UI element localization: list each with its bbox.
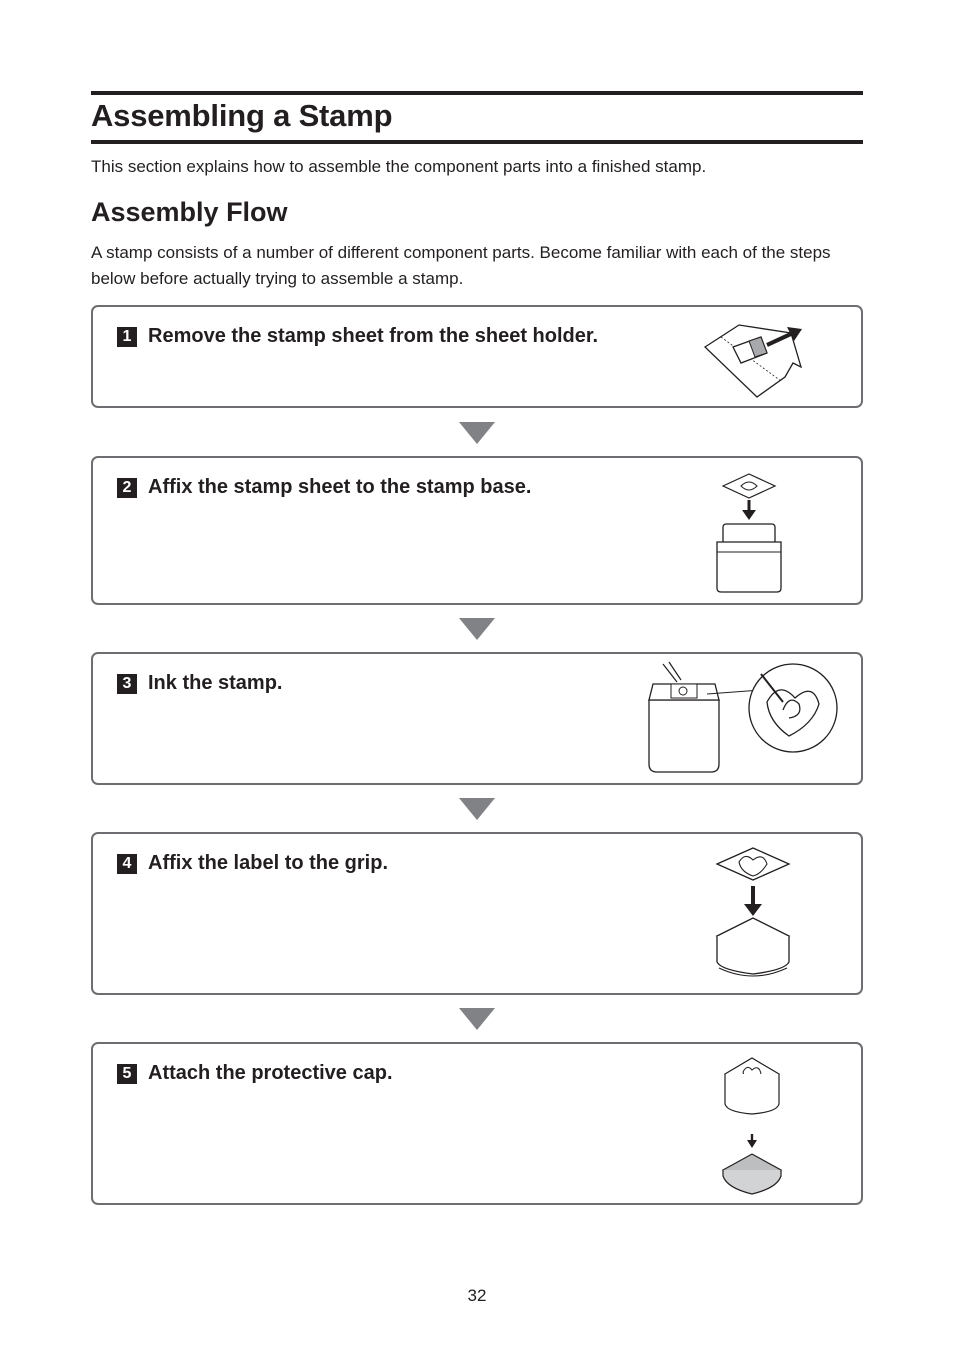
- flow-arrow: [459, 618, 495, 640]
- step-box-3: [91, 652, 863, 785]
- sheet-holder-icon: [701, 319, 811, 399]
- step-number-badge: 5: [117, 1064, 137, 1084]
- step-heading: [117, 672, 282, 695]
- step-instruction: Attach the protective cap.: [148, 1062, 393, 1084]
- step-instruction: Affix the label to the grip.: [148, 852, 389, 874]
- protective-cap-icon: [717, 1052, 787, 1200]
- title-rule-top: [91, 91, 863, 95]
- section-description: A stamp consists of a number of different component parts. Become familiar with each of the steps below before actually trying to assemble a stamp.: [91, 243, 831, 288]
- step-box-1: [91, 305, 863, 408]
- step-heading: [117, 325, 598, 348]
- step-box-2: [91, 456, 863, 605]
- page-number: 32: [467, 1286, 487, 1305]
- page-title: Assembling a Stamp: [91, 98, 393, 133]
- step-box-5: [91, 1042, 863, 1205]
- step-box-4: [91, 832, 863, 995]
- flow-arrow: [459, 1008, 495, 1030]
- flow-arrow: [459, 798, 495, 820]
- stamp-base-icon: [709, 468, 789, 596]
- step-heading: [117, 852, 388, 875]
- step-instruction: Ink the stamp.: [148, 672, 283, 694]
- step-number-badge: 1: [117, 327, 137, 347]
- title-rule-bottom: [91, 140, 863, 144]
- step-heading: [117, 1062, 393, 1085]
- step-instruction: Affix the stamp sheet to the stamp base.: [148, 476, 532, 498]
- step-number-badge: 3: [117, 674, 137, 694]
- flow-arrow: [459, 422, 495, 444]
- grip-label-icon: [711, 844, 795, 986]
- section-title: Assembly Flow: [91, 197, 288, 227]
- step-number-badge: 4: [117, 854, 137, 874]
- step-heading: [117, 476, 531, 499]
- step-number-badge: 2: [117, 478, 137, 498]
- ink-stamp-icon: [643, 660, 839, 778]
- intro-text: This section explains how to assemble the component parts into a finished stamp.: [91, 157, 707, 176]
- step-instruction: Remove the stamp sheet from the sheet holder.: [148, 325, 599, 347]
